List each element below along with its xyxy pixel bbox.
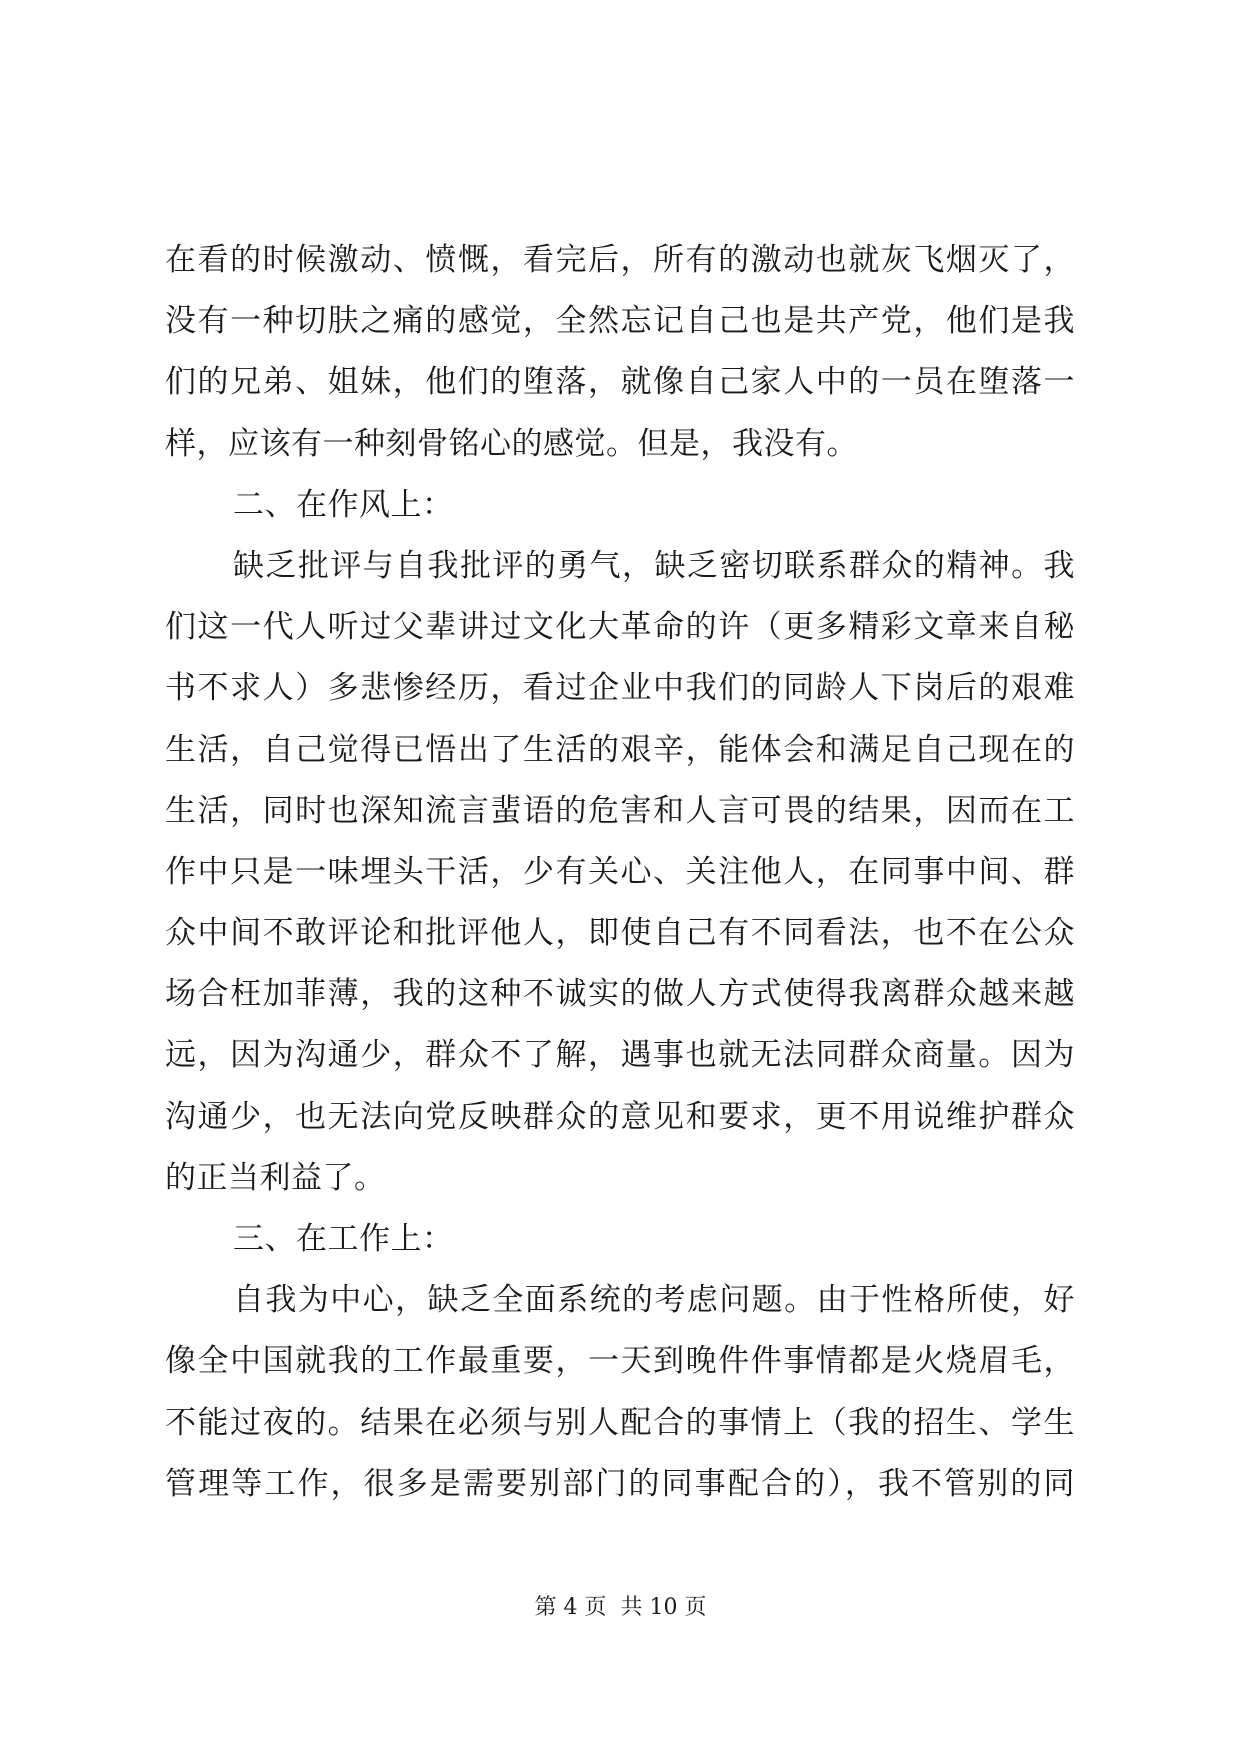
text-line: 的正当利益了。 [165, 1159, 386, 1196]
text-line: 没有一种切肤之痛的感觉，全然忘记自己也是共产党，他们是我 [165, 303, 1075, 340]
section-heading: 二、在作风上： [233, 486, 454, 523]
text-line: 生活，自己觉得已悟出了生活的艰辛，能体会和满足自己现在的 [165, 731, 1075, 768]
text-line: 众中间不敢评论和批评他人，即使自己有不同看法，也不在公众 [165, 915, 1075, 952]
text-line: 缺乏批评与自我批评的勇气，缺乏密切联系群众的精神。我 [233, 547, 1075, 584]
text-line: 们的兄弟、姐妹，他们的堕落，就像自己家人中的一员在堕落一 [165, 364, 1075, 401]
section-heading: 三、在工作上： [233, 1221, 454, 1257]
page-footer [0, 1590, 1241, 1621]
page-total: 共 10 页 [620, 1595, 707, 1620]
text-line: 自我为中心，缺乏全面系统的考虑问题。由于性格所使，好 [233, 1282, 1075, 1319]
text-line: 们这一代人听过父辈讲过文化大革命的许（更多精彩文章来自秘 [165, 609, 1075, 646]
page-number: 第 4 页 [534, 1595, 607, 1620]
text-line: 在看的时候激动、愤慨，看完后，所有的激动也就灰飞烟灭了， [165, 242, 1075, 278]
text-line: 场合枉加菲薄，我的这种不诚实的做人方式使得我离群众越来越 [165, 976, 1075, 1013]
text-line: 像全中国就我的工作最重要，一天到晚件件事情都是火烧眉毛， [165, 1343, 1075, 1380]
text-line: 远，因为沟通少，群众不了解，遇事也就无法同群众商量。因为 [165, 1037, 1075, 1074]
text-line: 样，应该有一种刻骨铭心的感觉。但是，我没有。 [165, 425, 858, 462]
text-line: 管理等工作，很多是需要别部门的同事配合的），我不管别的同 [165, 1465, 1075, 1502]
text-line: 生活，同时也深知流言蜚语的危害和人言可畏的结果，因而在工 [165, 792, 1075, 829]
document-body [165, 230, 1075, 1515]
text-line: 沟通少，也无法向党反映群众的意见和要求，更不用说维护群众 [165, 1098, 1075, 1135]
text-line: 书不求人）多悲惨经历，看过企业中我们的同龄人下岗后的艰难 [165, 670, 1075, 707]
text-line: 作中只是一味埋头干活，少有关心、关注他人，在同事中间、群 [165, 853, 1075, 890]
text-line: 不能过夜的。结果在必须与别人配合的事情上（我的招生、学生 [165, 1404, 1075, 1441]
